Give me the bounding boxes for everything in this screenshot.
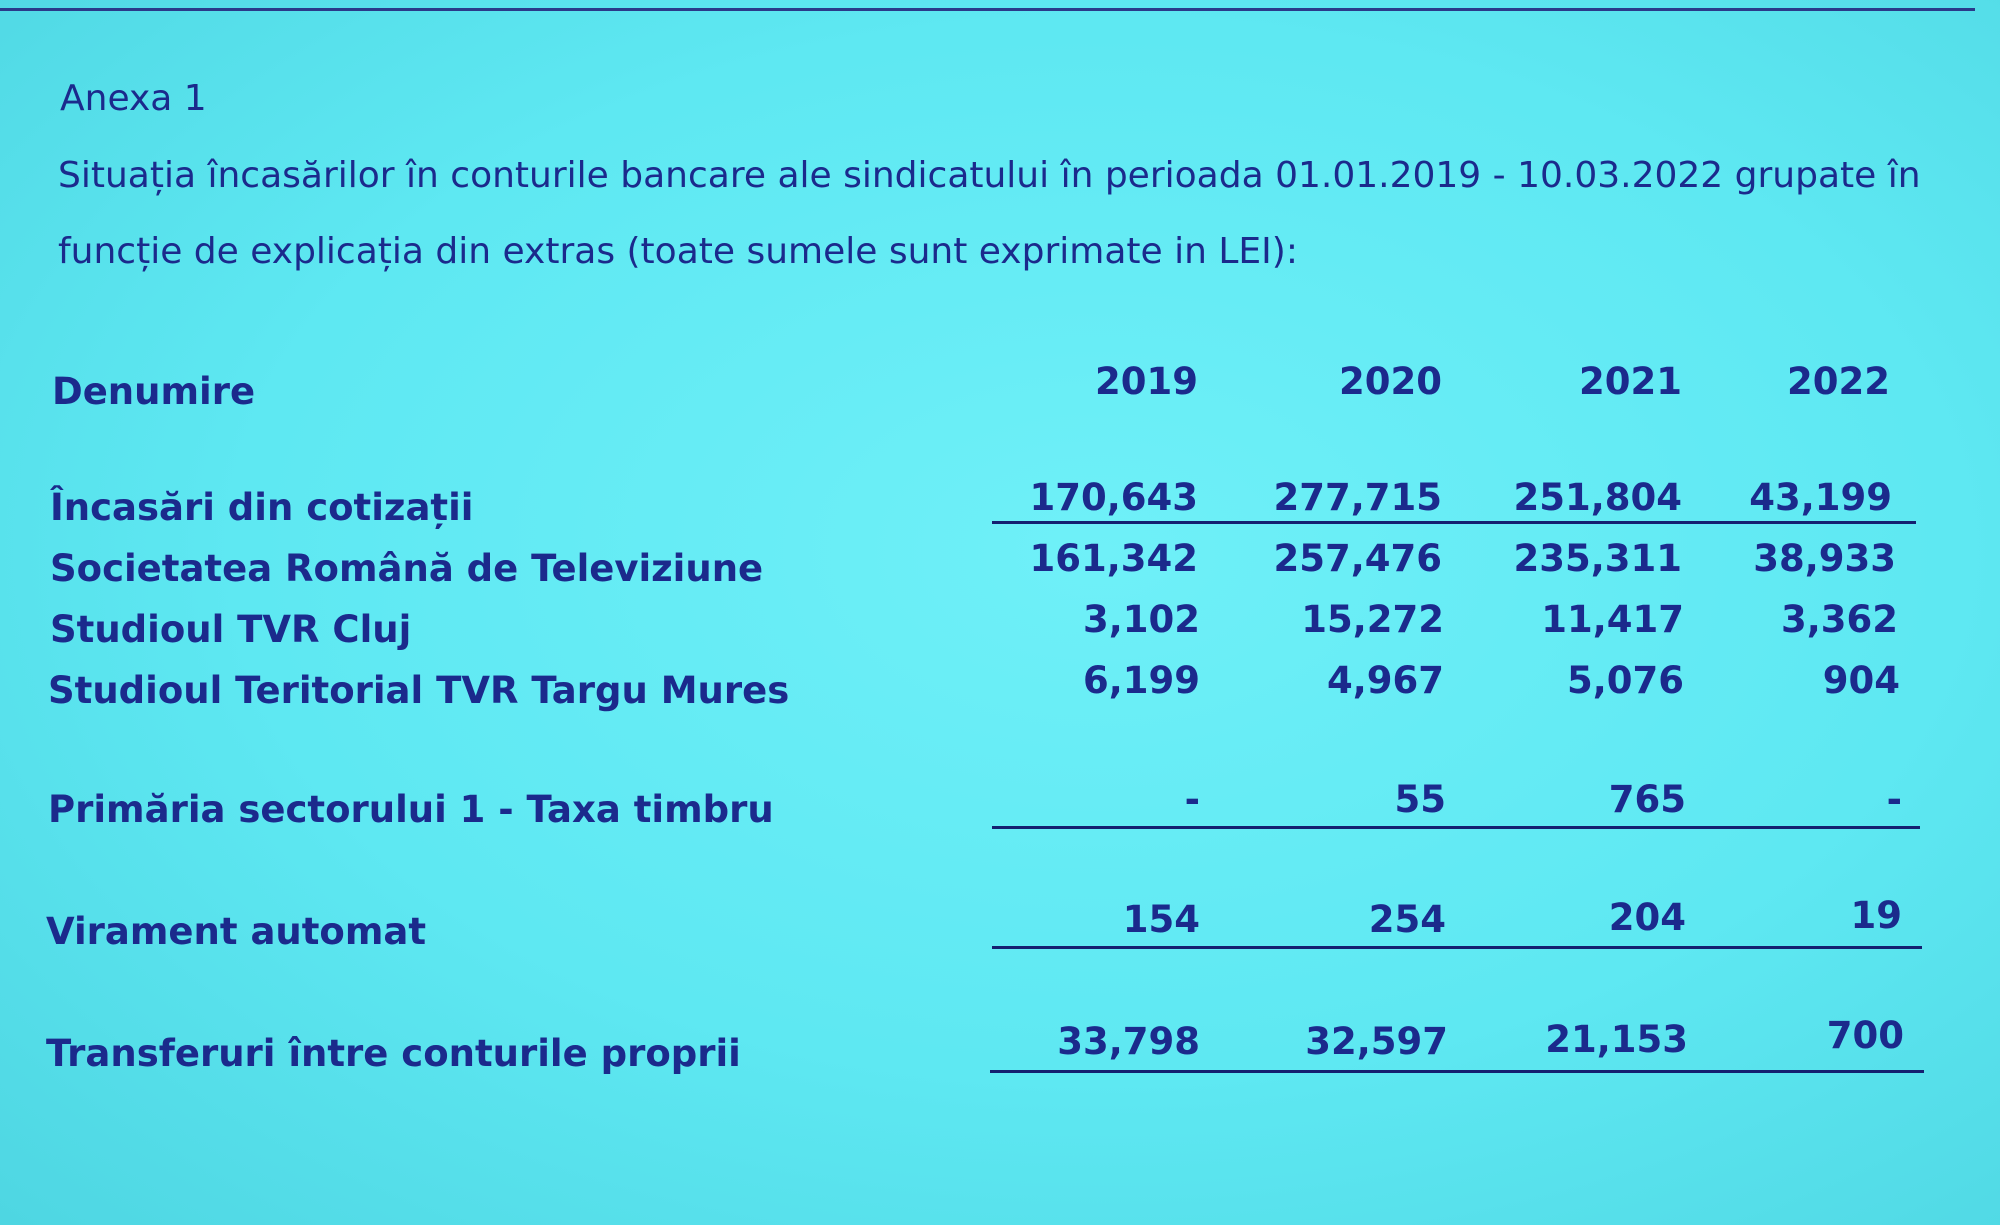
underline-rule xyxy=(992,826,1920,829)
row-label: Încasări din cotizații xyxy=(50,486,474,529)
row-value: 19 xyxy=(1850,894,1902,937)
row-label: Societatea Română de Televiziune xyxy=(50,547,764,590)
row-value: 904 xyxy=(1822,659,1900,702)
row-label: Primăria sectorului 1 - Taxa timbru xyxy=(48,788,774,831)
underline-rule xyxy=(992,521,1916,524)
row-value: 15,272 xyxy=(1301,598,1444,641)
row-value: 154 xyxy=(1122,898,1200,941)
column-header-year: 2020 xyxy=(1339,360,1442,403)
row-label: Studioul Teritorial TVR Targu Mures xyxy=(48,669,790,712)
row-value: 765 xyxy=(1608,778,1686,821)
row-value: 700 xyxy=(1826,1014,1904,1057)
row-value: 170,643 xyxy=(1029,476,1198,519)
row-label: Transferuri între conturile proprii xyxy=(46,1032,741,1075)
row-value: 5,076 xyxy=(1566,659,1684,702)
row-value: 33,798 xyxy=(1057,1020,1200,1063)
row-value: 55 xyxy=(1394,778,1446,821)
column-header-year: 2019 xyxy=(1095,360,1198,403)
row-value: 235,311 xyxy=(1513,537,1682,580)
row-value: 43,199 xyxy=(1749,476,1892,519)
row-label: Virament automat xyxy=(46,910,427,953)
row-value: 32,597 xyxy=(1305,1020,1448,1063)
row-value: 254 xyxy=(1368,898,1446,941)
intro-line-2: funcție de explicația din extras (toate sumele sunt exprimate in LEI): xyxy=(58,231,1298,272)
row-value: 204 xyxy=(1608,896,1686,939)
underline-rule xyxy=(990,1070,1924,1073)
row-value: 6,199 xyxy=(1082,659,1200,702)
underline-rule xyxy=(992,946,1922,949)
row-value: 3,102 xyxy=(1082,598,1200,641)
row-value: 38,933 xyxy=(1753,537,1896,580)
column-header-year: 2021 xyxy=(1579,360,1682,403)
annex-title: Anexa 1 xyxy=(60,78,207,119)
row-value: 277,715 xyxy=(1273,476,1442,519)
column-header-denumire: Denumire xyxy=(52,370,256,413)
row-value: - xyxy=(1886,778,1902,821)
row-value: 251,804 xyxy=(1513,476,1682,519)
column-header-year: 2022 xyxy=(1787,360,1890,403)
row-value: 161,342 xyxy=(1029,537,1198,580)
row-value: 4,967 xyxy=(1326,659,1444,702)
top-rule xyxy=(0,8,1975,11)
row-value: 257,476 xyxy=(1273,537,1442,580)
row-value: 11,417 xyxy=(1541,598,1684,641)
row-value: 3,362 xyxy=(1780,598,1898,641)
intro-line-1: Situația încasărilor în conturile bancare ale sindicatului în perioada 01.01.2019 - 10.03.2022 grupate în xyxy=(58,155,1921,196)
row-value: - xyxy=(1184,778,1200,821)
intro-text xyxy=(58,138,1958,290)
row-label: Studioul TVR Cluj xyxy=(50,608,412,651)
row-value: 21,153 xyxy=(1545,1018,1688,1061)
